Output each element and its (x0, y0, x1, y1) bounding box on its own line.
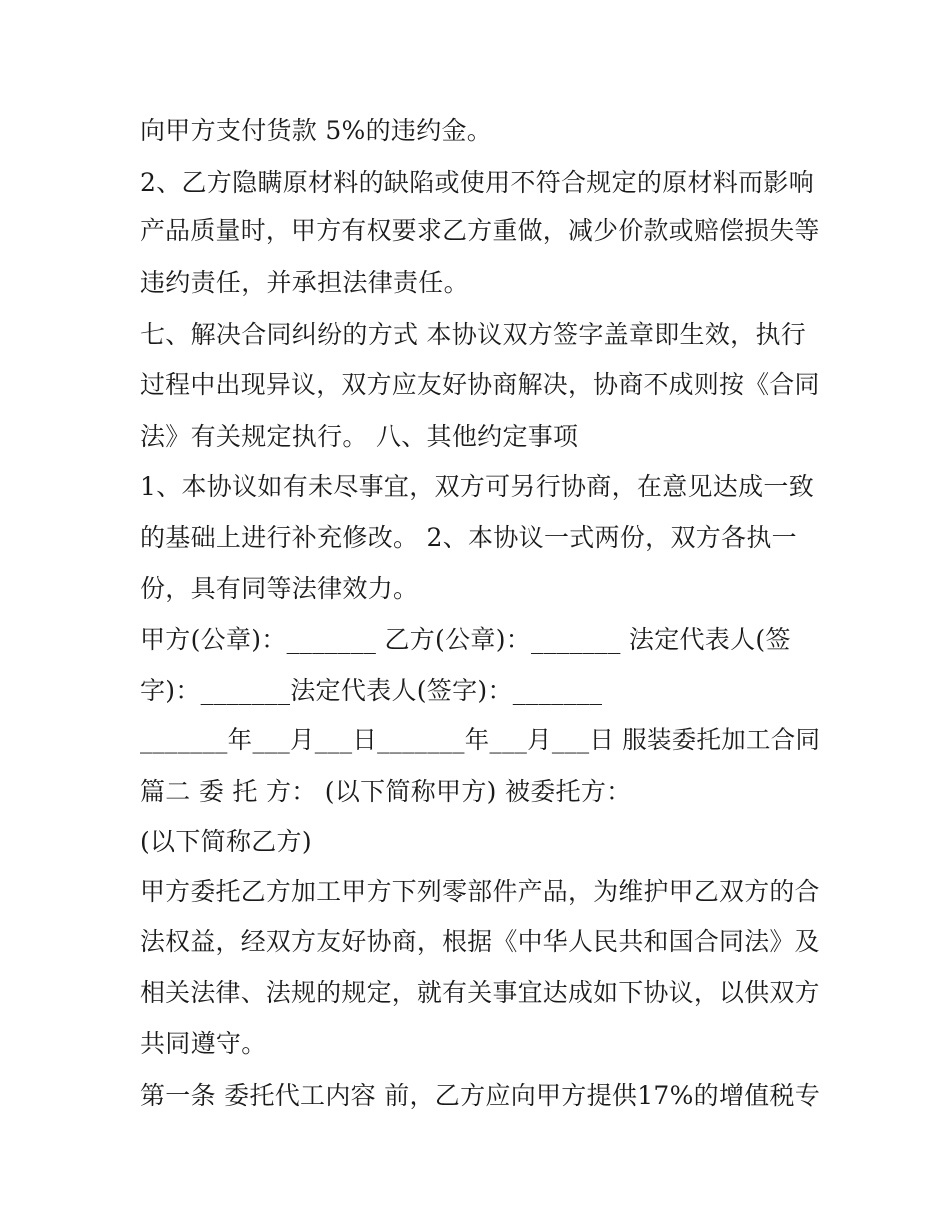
text-line: 过程中出现异议，双方应友好协商解决，协商不成则按《合同 (140, 370, 820, 399)
text-line: 篇二 委 托 方： (以下简称甲方) 被委托方： (140, 777, 632, 806)
text-line: 字)：_______法定代表人(签字)：_______ (140, 676, 603, 705)
text-line: 向甲方支付货款 5%的违约金。 (140, 116, 493, 145)
text-line: 法权益，经双方友好协商，根据《中华人民共和国合同法》及 (140, 927, 820, 956)
text-line: 共同遵守。 (140, 1029, 267, 1058)
text-line: 法》有关规定执行。 八、其他约定事项 (140, 422, 579, 451)
text-line: 2、乙方隐瞒原材料的缺陷或使用不符合规定的原材料而影响 (140, 168, 815, 197)
text-line: 相关法律、法规的规定，就有关事宜达成如下协议，以供双方 (140, 978, 820, 1007)
text-line: 1、本协议如有未尽事宜，双方可另行协商，在意见达成一致 (140, 472, 815, 501)
text-line: _______年___月___日_______年___月___日 服装委托加工合同 (140, 725, 821, 754)
text-line: 的基础上进行补充修改。 2、本协议一式两份，双方各执一 (140, 523, 797, 552)
text-line: 七、解决合同纠纷的方式 本协议双方签字盖章即生效，执行 (140, 320, 807, 349)
text-line: 甲方(公章)：_______ 乙方(公章)：_______ 法定代表人(签 (140, 625, 791, 654)
text-line: 产品质量时，甲方有权要求乙方重做，减少价款或赔偿损失等 (140, 216, 820, 245)
text-line: 第一条 委托代工内容 前，乙方应向甲方提供17%的增值税专 (140, 1081, 821, 1110)
text-line: 份，具有同等法律效力。 (140, 574, 419, 603)
text-line: (以下简称乙方) (140, 827, 312, 856)
text-line: 甲方委托乙方加工甲方下列零部件产品，为维护甲乙双方的合 (140, 877, 820, 906)
text-line: 违约责任，并承担法律责任。 (140, 268, 469, 297)
